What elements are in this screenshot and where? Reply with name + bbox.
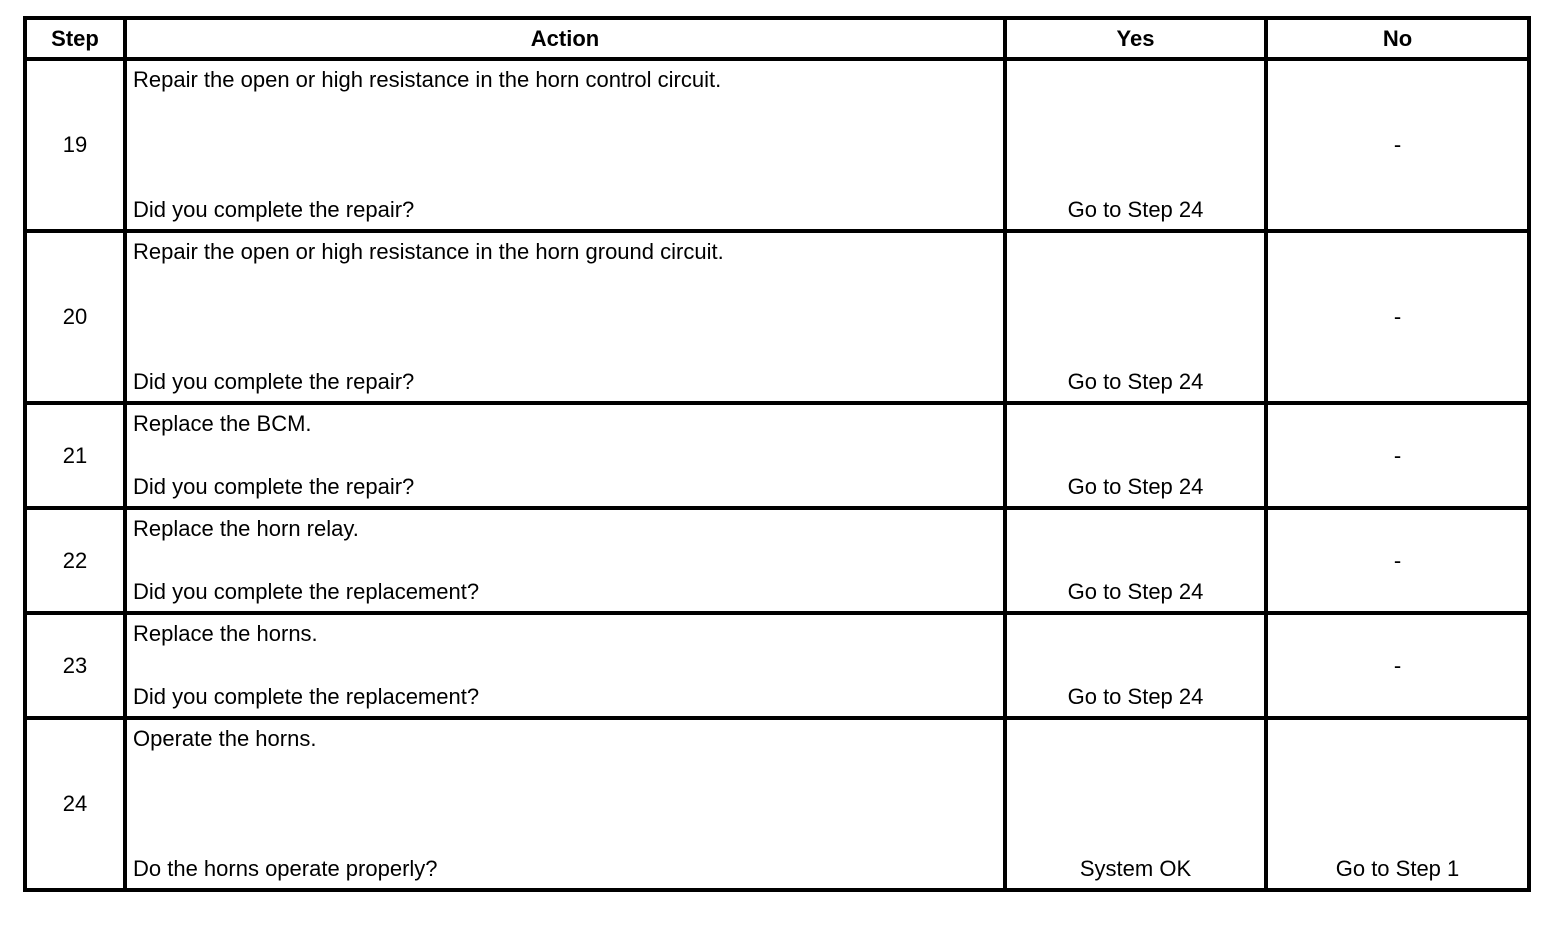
action-cell (125, 718, 1005, 890)
action-question: Did you complete the repair? (133, 369, 415, 394)
no-cell (1266, 231, 1529, 403)
action-cell (125, 59, 1005, 231)
diagnostic-table (23, 16, 1531, 892)
table-row (25, 718, 1529, 890)
action-question: Did you complete the repair? (133, 197, 415, 222)
action-text: Operate the horns. (133, 726, 317, 751)
no-result: - (1393, 652, 1402, 678)
no-cell (1266, 59, 1529, 231)
action-text: Repair the open or high resistance in the horn ground circuit. (133, 239, 724, 264)
step-number: 19 (25, 59, 125, 231)
action-question: Did you complete the replacement? (133, 579, 480, 604)
yes-cell (1005, 508, 1266, 613)
action-text: Replace the BCM. (133, 411, 312, 436)
yes-cell (1005, 613, 1266, 718)
table-row (25, 231, 1529, 403)
action-text: Replace the horn relay. (133, 516, 359, 541)
yes-cell (1005, 231, 1266, 403)
yes-result: System OK (1079, 856, 1192, 881)
step-number: 20 (25, 231, 125, 403)
action-question: Did you complete the repair? (133, 474, 415, 499)
yes-result: Go to Step 24 (1067, 369, 1204, 394)
no-cell (1266, 403, 1529, 508)
yes-cell (1005, 59, 1266, 231)
header-row (25, 18, 1529, 59)
step-number: 21 (25, 403, 125, 508)
header-action: Action (125, 18, 1005, 59)
yes-result: Go to Step 24 (1067, 197, 1204, 222)
step-number: 23 (25, 613, 125, 718)
no-result: - (1393, 304, 1402, 329)
no-result: - (1393, 132, 1402, 157)
action-question: Do the horns operate properly? (133, 856, 438, 881)
action-cell (125, 508, 1005, 613)
action-cell (125, 403, 1005, 508)
action-cell (125, 231, 1005, 403)
table-row (25, 59, 1529, 231)
yes-cell (1005, 403, 1266, 508)
no-cell (1266, 508, 1529, 613)
step-number: 22 (25, 508, 125, 613)
header-no: No (1266, 18, 1529, 59)
step-number: 24 (25, 718, 125, 890)
yes-result: Go to Step 24 (1067, 474, 1204, 499)
header-step: Step (25, 18, 125, 59)
table-row (25, 613, 1529, 718)
table-row (25, 403, 1529, 508)
action-question: Did you complete the replacement? (133, 684, 480, 709)
yes-result: Go to Step 24 (1067, 579, 1204, 604)
action-text: Replace the horns. (133, 621, 318, 646)
no-cell (1266, 718, 1529, 890)
no-result: - (1393, 547, 1402, 573)
action-text: Repair the open or high resistance in the horn control circuit. (133, 67, 722, 92)
yes-cell (1005, 718, 1266, 890)
no-result: Go to Step 1 (1335, 856, 1460, 881)
header-yes: Yes (1005, 18, 1266, 59)
no-cell (1266, 613, 1529, 718)
action-cell (125, 613, 1005, 718)
yes-result: Go to Step 24 (1067, 684, 1204, 709)
no-result: - (1393, 442, 1402, 468)
table-row (25, 508, 1529, 613)
